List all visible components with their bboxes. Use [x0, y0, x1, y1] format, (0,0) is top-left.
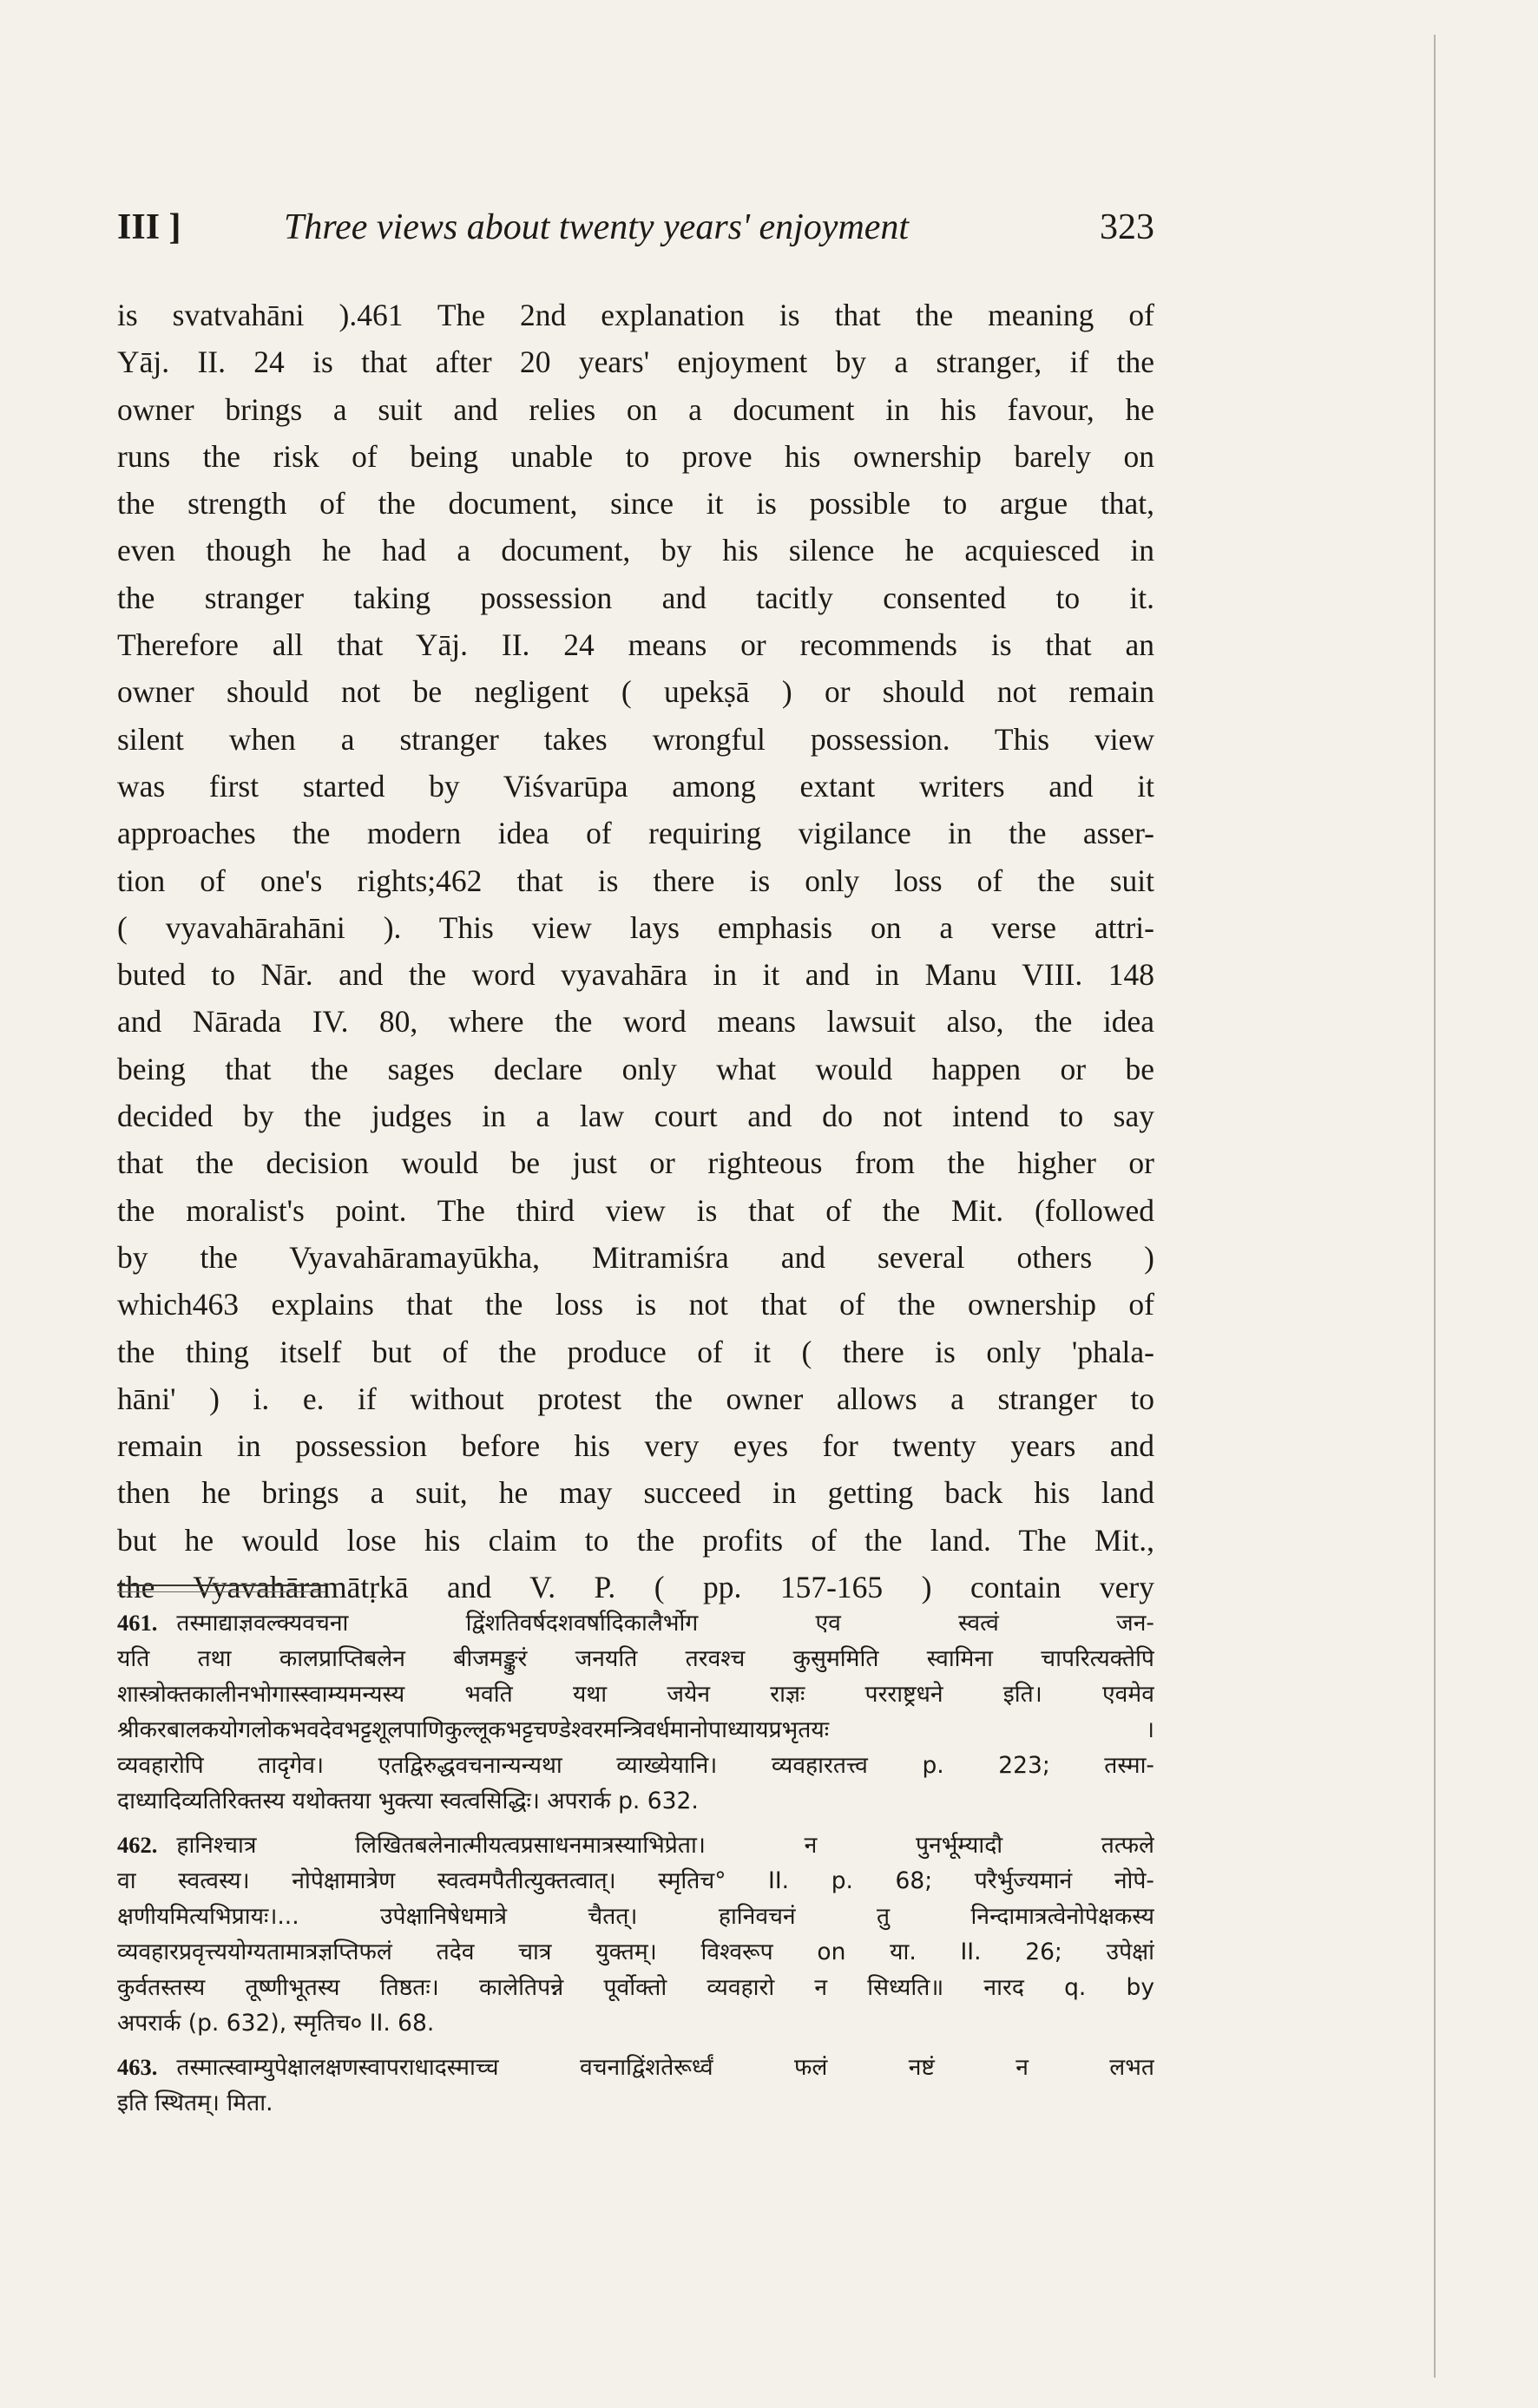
page-edge-rule [1434, 35, 1436, 2378]
body-line: owner brings a suit and relies on a document in his favour, he [117, 391, 1154, 427]
body-line: silent when a stranger takes wrongful possession. This view [117, 721, 1154, 757]
body-line: Therefore all that Yāj. II. 24 means or recommends is that an [117, 627, 1154, 663]
footnotes [117, 1605, 1154, 2129]
body-line: the Vyavahāramātṛkā and V. P. ( pp. 157-165 ) contain very [117, 1570, 1154, 1605]
body-line: buted to Nār. and the word vyavahāra in it and in Manu VIII. 148 [117, 957, 1154, 993]
body-line: by the Vyavahāramayūkha, Mitramiśra and several others ) [117, 1239, 1154, 1275]
body-line: the moralist's point. The third view is that of the Mit. (followed [117, 1192, 1154, 1228]
footnote-462 [117, 1827, 1154, 2041]
footnote-line: तस्माद्याज्ञवल्क्यवचना द्विंशतिवर्षदशवर्षादिकालैर्भोग एव स्वत्वं जन- [176, 1610, 1154, 1637]
body-line: decided by the judges in a law court and do not intend to say [117, 1099, 1154, 1134]
footnote-rule-secondary [117, 1591, 325, 1592]
body-line: being that the sages declare only what would happen or be [117, 1051, 1154, 1086]
body-line: that the decision would be just or righteous from the higher or [117, 1145, 1154, 1181]
footnote-line: अपरार्क (p. 632), स्मृतिच० II. 68. [117, 2010, 435, 2037]
running-header [117, 207, 1154, 259]
body-line: was first started by Viśvarūpa among extant writers and it [117, 768, 1154, 804]
body-line: runs the risk of being unable to prove his ownership barely on [117, 438, 1154, 474]
footnote-line: व्यवहारप्रवृत्त्ययोग्यतामात्रज्ञप्तिफलं तदेव चात्र युक्तम्। विश्वरूप on या. II. 26; उपेक्षां [117, 1939, 1154, 1965]
footnote-number: 463. [117, 2054, 158, 2080]
body-line: tion of one's rights;462 that is there is only loss of the suit [117, 863, 1154, 898]
footnote-line: इति स्थितम्। मिता. [117, 2090, 273, 2116]
footnote-461 [117, 1605, 1154, 1819]
footnote-number: 462. [117, 1832, 158, 1858]
footnote-line: वा स्वत्वस्य। नोपेक्षामात्रेण स्वत्वमपैतीत्युक्तत्वात्। स्मृतिच° II. p. 68; परैर्भुज्यमानं नोपे- [117, 1867, 1154, 1894]
footnote-line: यति तथा कालप्राप्तिबलेन बीजमङ्कुरं जनयति तरवश्च कुसुममिति स्वामिना चापरित्यक्तेपि [117, 1645, 1154, 1672]
chapter-number: III ] [117, 207, 181, 247]
footnote-line: शास्त्रोक्तकालीनभोगास्स्वाम्यमन्यस्य भवति यथा जयेन राज्ञः परराष्ट्रधने इति। एवमेव [117, 1681, 1154, 1708]
body-line: is svatvahāni ).461 The 2nd explanation is that the meaning of [117, 298, 1154, 332]
footnote-line: क्षणीयमित्यभिप्रायः।... उपेक्षानिषेधमात्रे चैतत्। हानिवचनं तु निन्दामात्रत्वेनोपेक्षकस्य [117, 1903, 1154, 1930]
footnote-line: कुर्वतस्तस्य तूष्णीभूतस्य तिष्ठतः। कालेतिपन्ने पूर्वोक्तो व्यवहारो न सिध्यति॥ नारद q. by [117, 1974, 1154, 2001]
footnote-line: श्रीकरबालकयोगलोकभवदेवभट्टशूलपाणिकुल्लूकभट्टचण्डेश्वरमन्त्रिवर्धमानोपाध्यायप्रभृतयः । [117, 1716, 1154, 1743]
footnote-463 [117, 2050, 1154, 2121]
footnote-line: व्यवहारोपि तादृगेव। एतद्विरुद्धवचनान्यन्यथा व्याख्येयानि। व्यवहारतत्त्व p. 223; तस्मा- [117, 1752, 1154, 1779]
body-line: even though he had a document, by his silence he acquiesced in [117, 533, 1154, 568]
body-line: the strength of the document, since it is possible to argue that, [117, 486, 1154, 522]
page-number: 323 [1100, 207, 1154, 247]
body-line: which463 explains that the loss is not that of the ownership of [117, 1287, 1154, 1322]
body-line: remain in possession before his very eyes for twenty years and [117, 1428, 1154, 1464]
body-line: then he brings a suit, he may succeed in getting back his land [117, 1475, 1154, 1511]
footnote-line: हानिश्चात्र लिखितबलेनात्मीयत्वप्रसाधनमात्रस्याभिप्रेता। न पुनर्भूम्यादौ तत्फले [176, 1832, 1154, 1859]
body-line: ( vyavahārahāni ). This view lays emphasis on a verse attri- [117, 909, 1154, 945]
body-line: the thing itself but of the produce of it ( there is only 'phala- [117, 1334, 1154, 1369]
body-text [117, 292, 1154, 1611]
footnote-rule [117, 1585, 325, 1586]
body-line: hāni' ) i. e. if without protest the owner allows a stranger to [117, 1381, 1154, 1416]
body-line: the stranger taking possession and tacitly consented to it. [117, 580, 1154, 615]
footnote-line: तस्मात्स्वाम्युपेक्षालक्षणस्वापराधादस्माच्च वचनाद्विंशतेरूर्ध्वं फलं नष्टं न लभत [176, 2054, 1154, 2081]
body-line: but he would lose his claim to the profits of the land. The Mit., [117, 1522, 1154, 1558]
body-line: approaches the modern idea of requiring vigilance in the asser- [117, 816, 1154, 851]
body-line: and Nārada IV. 80, where the word means lawsuit also, the idea [117, 1004, 1154, 1040]
running-title: Three views about twenty years' enjoyment [284, 207, 910, 247]
body-line: owner should not be negligent ( upekṣā ) or should not remain [117, 674, 1154, 710]
footnote-number: 461. [117, 1610, 158, 1636]
body-line: Yāj. II. 24 is that after 20 years' enjoyment by a stranger, if the [117, 344, 1154, 380]
footnote-line: दाध्यादिव्यतिरिक्तस्य यथोक्तया भुक्त्या स्वत्वसिद्धिः। अपरार्क p. 632. [117, 1788, 699, 1814]
